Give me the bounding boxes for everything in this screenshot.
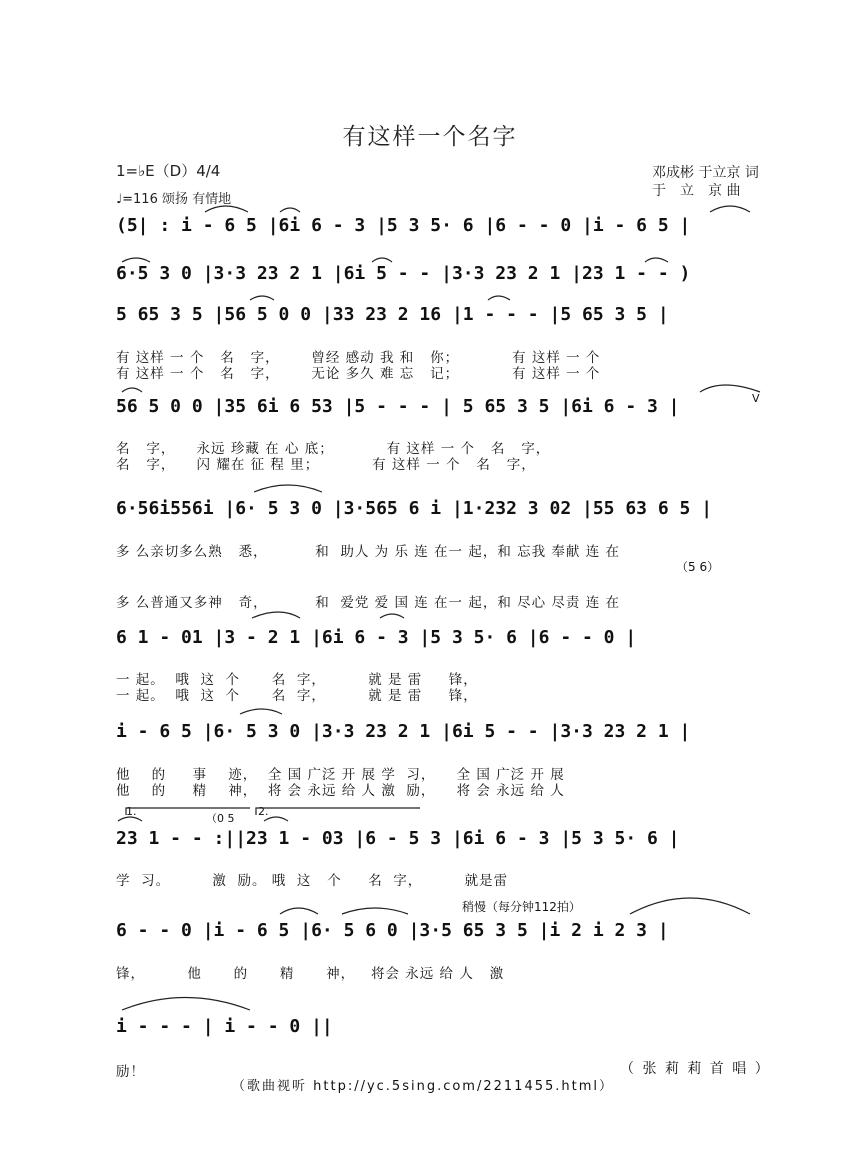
lyric-row-3-verse-2: 有 这样 一 个 名 字， 无论 多久 难 忘 记； 有 这样 一 个 bbox=[116, 366, 601, 382]
song-title: 有这样一个名字 bbox=[342, 124, 518, 150]
singer-credit: （ 张 莉 莉 首 唱 ） bbox=[620, 1061, 771, 1077]
listen-link-text: （歌曲视听 http://yc.5sing.com/2211455.html） bbox=[232, 1079, 614, 1094]
volta-1-label: 1. bbox=[126, 805, 137, 818]
composer-credit: 于 立 京 曲 bbox=[652, 183, 741, 199]
lyric-row-5-verse-1: 多 么亲切多么熟 悉， 和 助人 为 乐 连 在一 起，和 忘我 奉献 连 在 bbox=[116, 544, 620, 560]
lyric-row-8: 学 习。 激 励。 哦 这 个 名 字， 就是雷 bbox=[116, 873, 509, 889]
music-row-3: 5 65 3 5 |56 5 0 0 |33 23 2 16 |1 - - - |5 65 3 5 | bbox=[116, 304, 669, 325]
tempo-marking: ♩=116 颂扬 有情地 bbox=[116, 192, 232, 207]
lyric-row-4-verse-2: 名 字， 闪 耀在 征 程 里； 有 这样 一 个 名 字， bbox=[116, 457, 536, 473]
music-row-10: i - - - | i - - 0 || bbox=[116, 1016, 333, 1037]
music-row-5: 6·56i556i |6· 5 3 0 |3·565 6 i |1·232 3 02 |55 63 6 5 | bbox=[116, 498, 713, 519]
volta-2-label: 2. bbox=[258, 805, 269, 818]
music-row-8: 23 1 - - :||23 1 - 03 |6 - 5 3 |6i 6 - 3 |5 3 5· 6 | bbox=[116, 828, 680, 849]
lyricist-credit: 邓成彬 于立京 词 bbox=[652, 165, 759, 181]
music-row-7: i - 6 5 |6· 5 3 0 |3·3 23 2 1 |6i 5 - - |3·3 23 2 1 | bbox=[116, 721, 691, 742]
music-row-2: 6·5 3 0 |3·3 23 2 1 |6i 5 - - |3·3 23 2 1 |23 1 - - ) bbox=[116, 263, 691, 284]
lyric-row-5-verse-2: 多 么普通又多神 奇， 和 爱党 爱 国 连 在一 起，和 尽心 尽责 连 在 bbox=[116, 595, 620, 611]
music-row-4: 56 5 0 0 |35 6i 6 53 |5 - - - | 5 65 3 5 |6i 6 - 3 | bbox=[116, 396, 680, 417]
lyric-row-3-verse-1: 有 这样 一 个 名 字， 曾经 感动 我 和 你； 有 这样 一 个 bbox=[116, 350, 601, 366]
lyric-row-9: 锋， 他 的 精 神， 将会 永远 给 人 激 bbox=[116, 966, 505, 982]
tempo-change-annotation: 稍慢（每分钟112拍） bbox=[462, 900, 581, 914]
lyric-row-6-verse-1: 一 起。 哦 这 个 名 字， 就 是 雷 锋， bbox=[116, 672, 478, 688]
music-row-9: 6 - - 0 |i - 6 5 |6· 5 6 0 |3·5 65 3 5 |i 2 i 2 3 | bbox=[116, 920, 669, 941]
annotation-56: （5 6） bbox=[676, 560, 720, 574]
music-row-6: 6 1 - 01 |3 - 2 1 |6i 6 - 3 |5 3 5· 6 |6 - - 0 | bbox=[116, 627, 637, 648]
lyric-row-10: 励！ bbox=[116, 1064, 145, 1080]
volta-05-annotation: （0 5 bbox=[206, 812, 235, 825]
key-signature: 1=♭E（D）4/4 bbox=[116, 162, 221, 180]
lyric-row-4-verse-1: 名 字， 永远 珍藏 在 心 底； 有 这样 一 个 名 字， bbox=[116, 441, 551, 457]
music-row-1: (5| : i - 6 5 |6i 6 - 3 |5 3 5· 6 |6 - - 0 |i - 6 5 | bbox=[116, 215, 691, 236]
lyric-row-7-verse-2: 他 的 精 神， 将 会 永远 给 人 激 励， 将 会 永远 给 人 bbox=[116, 783, 565, 799]
breath-mark: V bbox=[752, 392, 760, 405]
lyric-row-6-verse-2: 一 起。 哦 这 个 名 字， 就 是 雷 锋， bbox=[116, 688, 478, 704]
lyric-row-7-verse-1: 他 的 事 迹， 全 国 广泛 开 展 学 习， 全 国 广泛 开 展 bbox=[116, 767, 565, 783]
